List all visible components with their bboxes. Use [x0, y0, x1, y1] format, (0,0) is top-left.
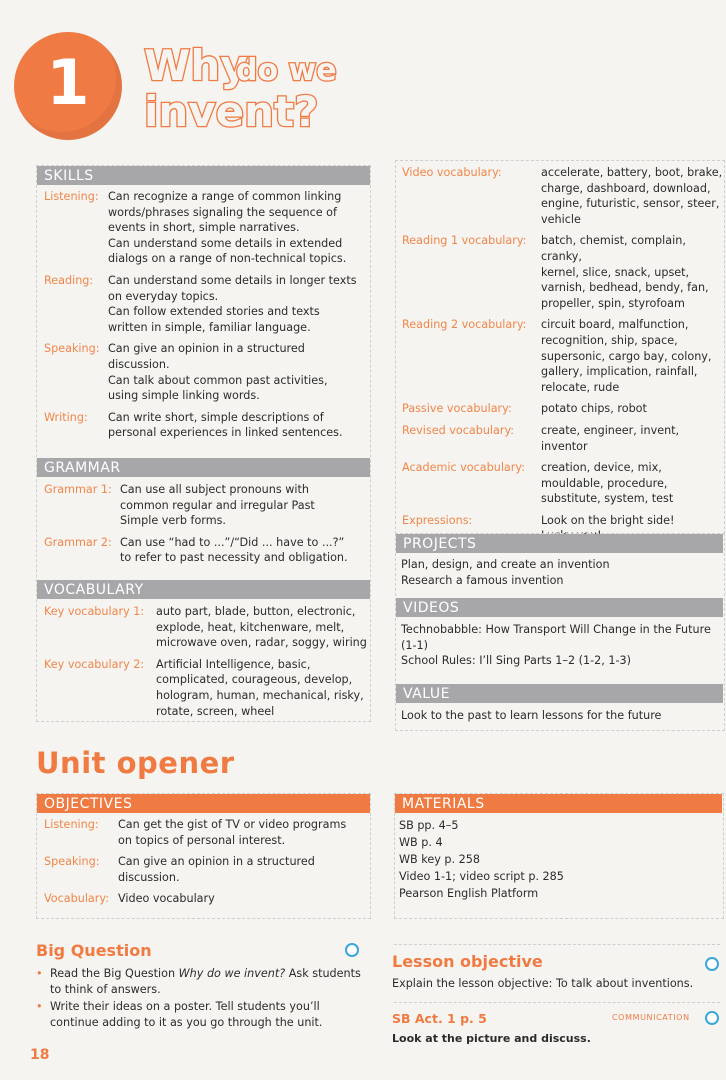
row-text [541, 233, 724, 311]
row-text [541, 317, 724, 395]
unit-title-art [140, 40, 400, 130]
grammar-header: GRAMMAR [37, 458, 370, 477]
row-line: complicated, courageous, develop, [156, 673, 353, 687]
unit-title [140, 40, 400, 130]
bullet-dot-icon: • [36, 1000, 43, 1014]
bq-b1-pre: Read the Big Question [50, 967, 179, 980]
communication-tag: COMMUNICATION [612, 1013, 690, 1022]
row-text [108, 189, 369, 267]
big-question-bullets [36, 966, 366, 1030]
row-line: Can follow extended stories and texts [108, 305, 320, 319]
row-line: rotate, screen, wheel [156, 704, 275, 718]
row-item [402, 460, 724, 507]
row-line: circuit board, malfunction, [541, 318, 689, 332]
text-line: Look to the past to learn lessons for the future [401, 709, 662, 722]
row-item [44, 482, 369, 529]
row-label: Listening: [44, 190, 99, 203]
row-item [44, 891, 369, 907]
row-line: kernel, slice, snack, upset, [541, 265, 690, 279]
row-item [44, 657, 369, 719]
unit-badge [14, 32, 122, 140]
materials-header: MATERIALS [395, 794, 722, 813]
lesson-objective-rule [394, 1002, 720, 1003]
value-header: VALUE [396, 684, 723, 703]
row-line: words/phrases signaling the sequence of [108, 205, 337, 219]
skills-header: SKILLS [37, 166, 370, 185]
text-line: Video 1-1; video script p. 285 [399, 870, 564, 883]
row-item [402, 317, 724, 395]
row-line: potato chips, robot [541, 402, 647, 416]
right-vocab-rows [402, 165, 724, 550]
row-label: Grammar 2: [44, 535, 112, 549]
row-label: Expressions: [402, 513, 473, 527]
row-line: create, engineer, invent, inventor [541, 423, 680, 453]
text-line: WB key p. 258 [399, 853, 480, 866]
row-line: microwave oven, radar, soggy, wiring [156, 636, 367, 650]
row-line: substitute, system, test [541, 492, 674, 506]
row-line: on topics of personal interest. [118, 833, 286, 847]
row-text [108, 273, 369, 335]
row-item [402, 233, 724, 311]
row-text [108, 341, 369, 403]
row-line: Can get the gist of TV or video programs [118, 818, 347, 831]
big-question-title: Big Question [36, 941, 152, 960]
text-line: (1-1) [401, 638, 429, 652]
row-line: common regular and irregular Past [120, 498, 315, 512]
row-line: auto part, blade, button, electronic, [156, 605, 356, 618]
row-label: Video vocabulary: [402, 166, 502, 179]
row-line: discussion. [108, 357, 170, 371]
bq-b1-em: Why do we invent? [178, 967, 286, 980]
row-line: Can use “had to ...”/“Did ... have to ...?” [120, 535, 345, 549]
row-item [402, 165, 724, 227]
unit-opener-heading: Unit opener [36, 746, 235, 780]
text-line: Plan, design, and create an invention [401, 558, 610, 571]
lesson-objective-title: Lesson objective [392, 952, 543, 971]
row-line: engine, futuristic, sensor, steer, [541, 197, 720, 211]
objectives-rows [44, 817, 369, 913]
row-line: vehicle [541, 212, 581, 226]
videos-header: VIDEOS [396, 598, 723, 617]
row-label: Key vocabulary 2: [44, 657, 145, 671]
objectives-header: OBJECTIVES [37, 794, 370, 813]
row-item [44, 854, 369, 885]
row-text [118, 854, 369, 885]
text-line: School Rules: I’ll Sing Parts 1–2 (1-2, 1-3) [401, 654, 632, 668]
row-line: dialogs on a range of non-technical topics. [108, 252, 347, 266]
row-label: Reading 1 vocabulary: [402, 234, 527, 248]
skills-rows [44, 189, 369, 447]
row-line: Can use all subject pronouns with [120, 483, 309, 496]
vocabulary-header: VOCABULARY [37, 580, 370, 599]
row-line: Can understand some details in extended [108, 236, 343, 250]
bq-b1-post: Ask students [285, 967, 361, 980]
bullet-item-1 [36, 966, 366, 997]
text-line: Research a famous invention [401, 573, 564, 587]
lesson-objective-text: Explain the lesson objective: To talk about inventions. [392, 977, 694, 990]
row-item [44, 604, 369, 651]
row-text [118, 891, 369, 907]
row-line: Can recognize a range of common linking [108, 190, 342, 203]
row-line: mouldable, procedure, [541, 476, 668, 490]
row-line: Simple verb forms. [120, 514, 226, 528]
row-item [44, 189, 369, 267]
row-line: Can write short, simple descriptions of [108, 410, 324, 424]
row-line: creation, device, mix, [541, 461, 662, 475]
page-number: 18 [30, 1047, 50, 1063]
row-line: discussion. [118, 870, 180, 884]
grammar-rows [44, 482, 369, 572]
row-line: charge, dashboard, download, [541, 181, 711, 195]
row-line: gallery, implication, rainfall, [541, 365, 698, 379]
row-label: Passive vocabulary: [402, 402, 512, 416]
row-text [118, 817, 369, 848]
row-item [44, 817, 369, 848]
row-label: Academic vocabulary: [402, 461, 525, 475]
row-label: Speaking: [44, 342, 100, 356]
row-label: Reading 2 vocabulary: [402, 318, 527, 332]
row-line: relocate, rude [541, 380, 620, 394]
row-label: Listening: [44, 818, 99, 831]
text-line: SB pp. 4–5 [399, 819, 459, 832]
row-text [541, 460, 724, 507]
row-label: Writing: [44, 410, 88, 424]
right-lower-box [395, 533, 725, 731]
row-line: written in simple, familiar language. [108, 320, 311, 334]
row-line: on everyday topics. [108, 289, 219, 303]
bullet-item-2 [36, 999, 366, 1030]
sb-act-title: SB Act. 1 p. 5 [392, 1011, 487, 1026]
row-line: propeller, spin, styrofoam [541, 296, 685, 310]
projects-header: PROJECTS [396, 534, 723, 553]
row-text [541, 165, 724, 227]
row-text [120, 482, 369, 529]
row-line: personal experiences in linked sentences. [108, 426, 343, 440]
row-line: to refer to past necessity and obligation. [120, 551, 348, 565]
row-line: accelerate, battery, boot, brake, [541, 166, 723, 179]
teacher-note-icon[interactable] [705, 1011, 719, 1025]
text-line: Technobabble: How Transport Will Change in the Future [401, 623, 711, 636]
row-item [44, 273, 369, 335]
row-item [402, 401, 724, 417]
row-line: batch, chemist, complain, cranky, [541, 234, 686, 263]
row-label: Reading: [44, 273, 94, 287]
row-line: Can give an opinion in a structured [108, 342, 305, 356]
row-text [108, 410, 369, 441]
row-line: Can talk about common past activities, [108, 373, 328, 387]
title-invent: invent? [144, 87, 319, 130]
row-text [541, 401, 724, 417]
row-line: recognition, ship, space, [541, 333, 678, 347]
vocabulary-rows [44, 604, 369, 725]
row-line: Artificial Intelligence, basic, [156, 657, 311, 671]
row-item [44, 410, 369, 441]
row-line: supersonic, cargo bay, colony, [541, 349, 712, 363]
bq-b1-line2: to think of answers. [50, 982, 161, 996]
title-why: Why [144, 41, 248, 90]
row-text [120, 535, 369, 566]
row-line: using simple linking words. [108, 389, 260, 403]
row-line: hologram, human, mechanical, risky, [156, 688, 364, 702]
row-text [156, 657, 369, 719]
row-text [156, 604, 369, 651]
bullet-dot-icon: • [36, 967, 43, 980]
row-line: Video vocabulary [118, 892, 215, 906]
row-line: Can understand some details in longer texts [108, 273, 357, 287]
unit-number: 1 [46, 46, 90, 119]
row-label: Key vocabulary 1: [44, 605, 145, 618]
bq-b2-line2: continue adding to it as you go through the unit. [50, 1015, 323, 1029]
row-line: events in short, simple narratives. [108, 221, 300, 235]
teacher-note-icon[interactable] [705, 957, 719, 971]
sb-act-text: Look at the picture and discuss. [392, 1032, 591, 1045]
lesson-objective-top-rule [394, 944, 720, 945]
row-label: Speaking: [44, 855, 100, 869]
row-text [541, 423, 724, 454]
row-label: Vocabulary: [44, 892, 109, 906]
teacher-note-icon[interactable] [345, 943, 359, 957]
row-line: explode, heat, kitchenware, melt, [156, 620, 345, 634]
text-line: WB p. 4 [399, 836, 443, 849]
row-item [44, 535, 369, 566]
text-line: Pearson English Platform [399, 887, 539, 900]
row-item [44, 341, 369, 403]
row-line: varnish, bedhead, bendy, fan, [541, 281, 709, 295]
row-line: Can give an opinion in a structured [118, 855, 315, 869]
title-dowe: do we [236, 53, 337, 88]
bq-b2-line1: Write their ideas on a poster. Tell students you’ll [50, 1000, 320, 1014]
row-line: Look on the bright side! [541, 513, 675, 527]
row-item [402, 423, 724, 454]
materials-lines [399, 817, 719, 902]
row-label: Revised vocabulary: [402, 423, 515, 437]
row-label: Grammar 1: [44, 483, 112, 496]
